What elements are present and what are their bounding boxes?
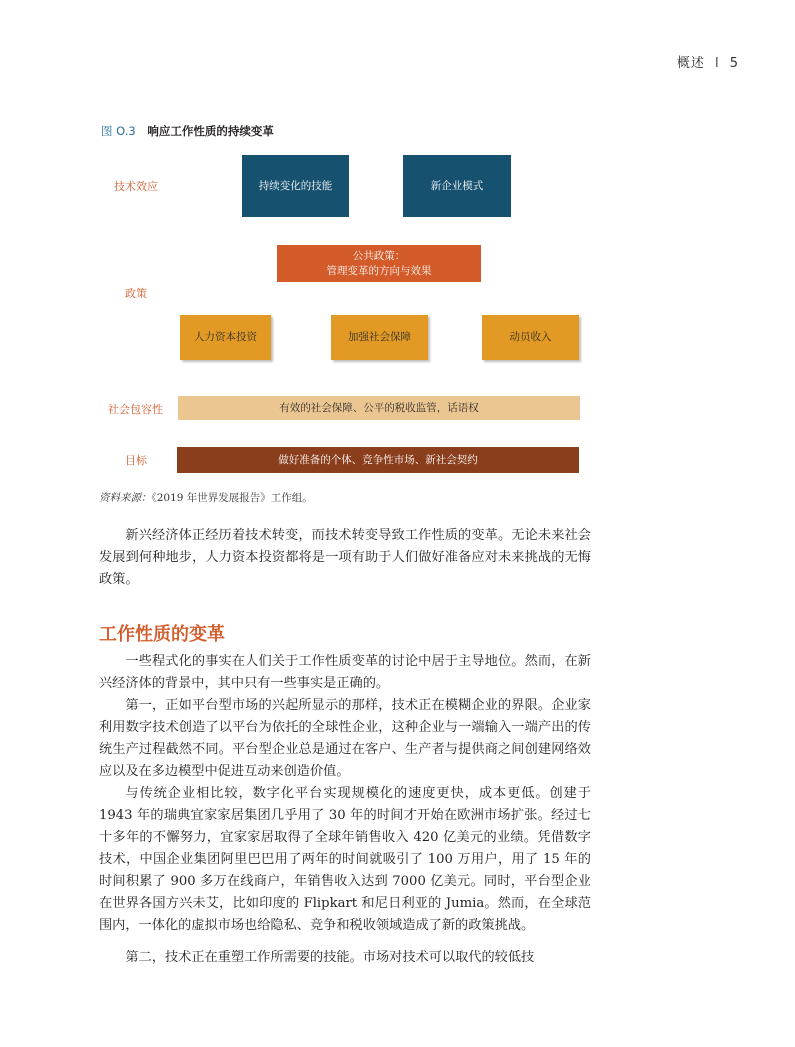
intro-paragraph: 新兴经济体正经历着技术转变，而技术转变导致工作性质的变革。无论未来社会发展到何种地步，人力资本投资都将是一项有助于人们做好准备应对未来挑战的无悔政策。 bbox=[99, 528, 591, 587]
header-section: 概述 bbox=[676, 56, 705, 71]
body-paragraph: 第二，技术正在重塑工作所需要的技能。市场对技术可以取代的较低技 bbox=[125, 950, 535, 965]
section-title: 工作性质的变革 bbox=[99, 624, 225, 645]
box-inclusion: 有效的社会保障、公平的税收监管，话语权 bbox=[178, 396, 580, 420]
body-paragraph: 一些程式化的事实在人们关于工作性质变革的讨论中居于主导地位。然而，在新兴经济体的背景中，其中只有一些事实是正确的。 bbox=[99, 654, 591, 691]
figure-caption bbox=[101, 123, 274, 139]
figure-number: 图 O.3 bbox=[101, 124, 136, 138]
row-label-policy: 政策 bbox=[125, 287, 147, 300]
header-separator: I bbox=[714, 56, 720, 71]
box-human-capital: 人力资本投资 bbox=[180, 315, 271, 360]
box-revenue: 动员收入 bbox=[482, 315, 579, 360]
page-number: 5 bbox=[729, 56, 739, 71]
body-paragraph: 与传统企业相比较，数字化平台实现规模化的速度更快，成本更低。创建于 1943 年的瑞典宜家家居集团几乎用了 30 年的时间才开始在欧洲市场扩张。经过七十多年的不懈努力，宜家家居取得了全球年销售收入 420 亿美元的业绩。凭借数字技术，中国企业集团阿里巴巴用了两年的时间就吸引了 100 万用户，用了 15 年的时间积累了 900 多万在线商户，年销售收入达到 7000 亿美元。同时，平台型企业在世界各国方兴未艾，比如印度的 Flipkart 和尼日利亚的 Jumia。然而，在全球范围内，一体化的虚拟市场也给隐私、竞争和税收领域造成了新的政策挑战。 bbox=[99, 786, 591, 933]
body-paragraph: 第一，正如平台型市场的兴起所显示的那样，技术正在模糊企业的界限。企业家利用数字技术创造了以平台为依托的全球性企业，这种企业与一端输入一端产出的传统生产过程截然不同。平台型企业总是通过在客户、生产者与提供商之间创建网络效应以及在多边模型中促进互动来创造价值。 bbox=[99, 698, 591, 779]
public-policy-line1: 公共政策： bbox=[352, 249, 406, 262]
figure-source bbox=[99, 490, 313, 505]
row-label-tech: 技术效应 bbox=[114, 180, 158, 193]
row-label-inclusion: 社会包容性 bbox=[108, 403, 163, 416]
row-label-goal: 目标 bbox=[125, 454, 147, 467]
box-public-policy bbox=[277, 245, 481, 282]
public-policy-line2: 管理变革的方向与效果 bbox=[326, 264, 432, 277]
box-goal: 做好准备的个体、竞争性市场、新社会契约 bbox=[177, 447, 579, 473]
box-changing-skills: 持续变化的技能 bbox=[242, 155, 349, 217]
running-header bbox=[677, 52, 739, 71]
box-social-protection: 加强社会保障 bbox=[331, 315, 428, 360]
figure-title: 响应工作性质的持续变革 bbox=[147, 124, 274, 138]
box-new-business-models: 新企业模式 bbox=[403, 155, 511, 217]
source-text: 《2019 年世界发展报告》工作组。 bbox=[151, 492, 313, 504]
source-label: 资料来源： bbox=[99, 492, 152, 504]
